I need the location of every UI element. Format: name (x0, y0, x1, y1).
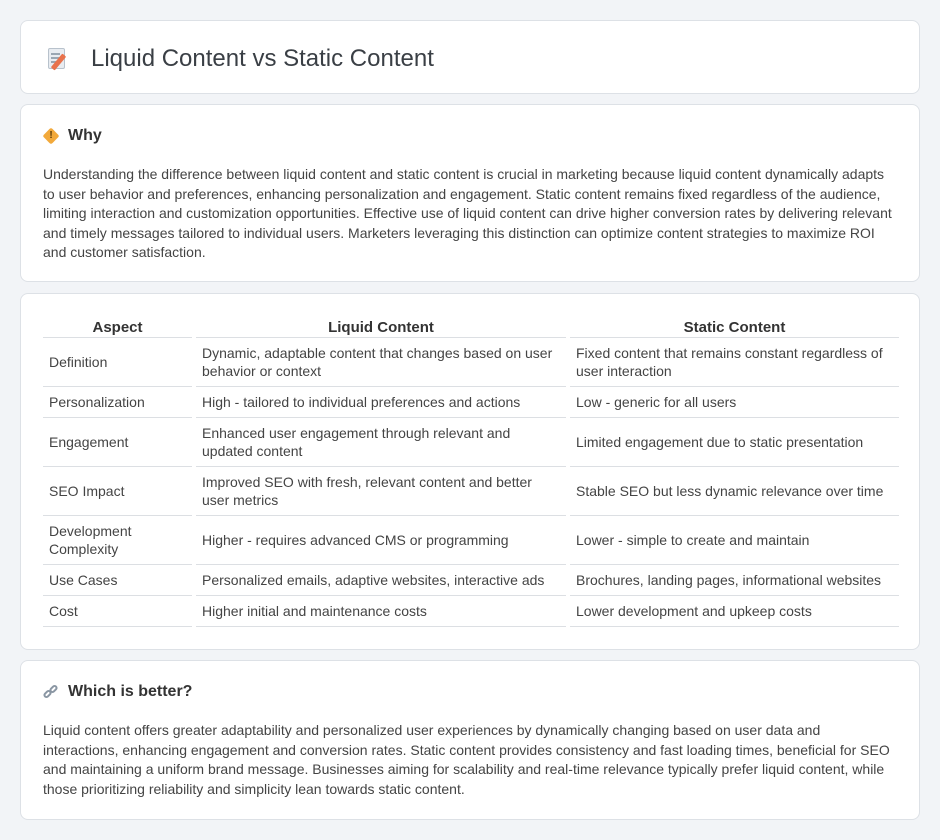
why-heading: Why (68, 127, 102, 144)
liquid-cell: Personalized emails, adaptive websites, interactive ads (196, 565, 566, 596)
static-cell: Fixed content that remains constant regardless of user interaction (570, 338, 899, 387)
liquid-cell: Higher - requires advanced CMS or programming (196, 516, 566, 565)
static-cell: Lower - simple to create and maintain (570, 516, 899, 565)
better-heading-row (43, 683, 192, 701)
why-section (20, 104, 920, 282)
table-row (43, 516, 899, 565)
liquid-cell: Dynamic, adaptable content that changes based on user behavior or context (196, 338, 566, 387)
comparison-table (39, 314, 903, 627)
liquid-cell: Enhanced user engagement through relevant and updated content (196, 418, 566, 467)
static-cell: Low - generic for all users (570, 387, 899, 418)
table-header-row (43, 314, 899, 338)
column-header-static: Static Content (570, 314, 899, 338)
static-cell: Limited engagement due to static presentation (570, 418, 899, 467)
comparison-section (20, 293, 920, 650)
aspect-cell: Definition (43, 338, 192, 387)
table-row (43, 565, 899, 596)
document-pencil-icon (47, 46, 69, 72)
table-row (43, 387, 899, 418)
table-row (43, 338, 899, 387)
page-title: Liquid Content vs Static Content (91, 45, 434, 72)
why-heading-row (43, 127, 102, 145)
link-icon (43, 684, 59, 700)
column-header-liquid: Liquid Content (196, 314, 566, 338)
liquid-cell: High - tailored to individual preferences and actions (196, 387, 566, 418)
static-cell: Brochures, landing pages, informational websites (570, 565, 899, 596)
table-row (43, 596, 899, 627)
why-text: Understanding the difference between liquid content and static content is crucial in marketing because liquid content dynamically adapts to user behavior and preferences, enhancing personalization and engagement. Static content remains fixed regardless of the audience, limiting interaction and customization opportunities. Effective use of liquid content can drive higher conversion rates by delivering relevant and timely messages tailored to individual users. Marketers leveraging this distinction can optimize content strategies to maximize ROI and customer satisfaction. (43, 166, 892, 260)
better-heading: Which is better? (68, 683, 193, 700)
table-row (43, 467, 899, 516)
warning-diamond-icon: ! (43, 128, 59, 144)
better-text: Liquid content offers greater adaptability and personalized user experiences by dynamically changing based on user data and interactions, enhancing engagement and conversion rates. Static content provides consistency and fast loading times, beneficial for SEO and maintaining a uniform brand message. Businesses aiming for scalability and real-time relevance typically prefer liquid content, while those prioritizing reliability and simplicity lean towards static content. (43, 722, 890, 797)
aspect-cell: Engagement (43, 418, 192, 467)
aspect-cell: Use Cases (43, 565, 192, 596)
static-cell: Stable SEO but less dynamic relevance over time (570, 467, 899, 516)
which-is-better-section (20, 660, 920, 820)
aspect-cell: Development Complexity (43, 516, 192, 565)
aspect-cell: SEO Impact (43, 467, 192, 516)
aspect-cell: Cost (43, 596, 192, 627)
title-row (47, 45, 434, 73)
table-row (43, 418, 899, 467)
static-cell: Lower development and upkeep costs (570, 596, 899, 627)
liquid-cell: Higher initial and maintenance costs (196, 596, 566, 627)
aspect-cell: Personalization (43, 387, 192, 418)
column-header-aspect: Aspect (43, 314, 192, 338)
title-card (20, 20, 920, 94)
liquid-cell: Improved SEO with fresh, relevant content and better user metrics (196, 467, 566, 516)
